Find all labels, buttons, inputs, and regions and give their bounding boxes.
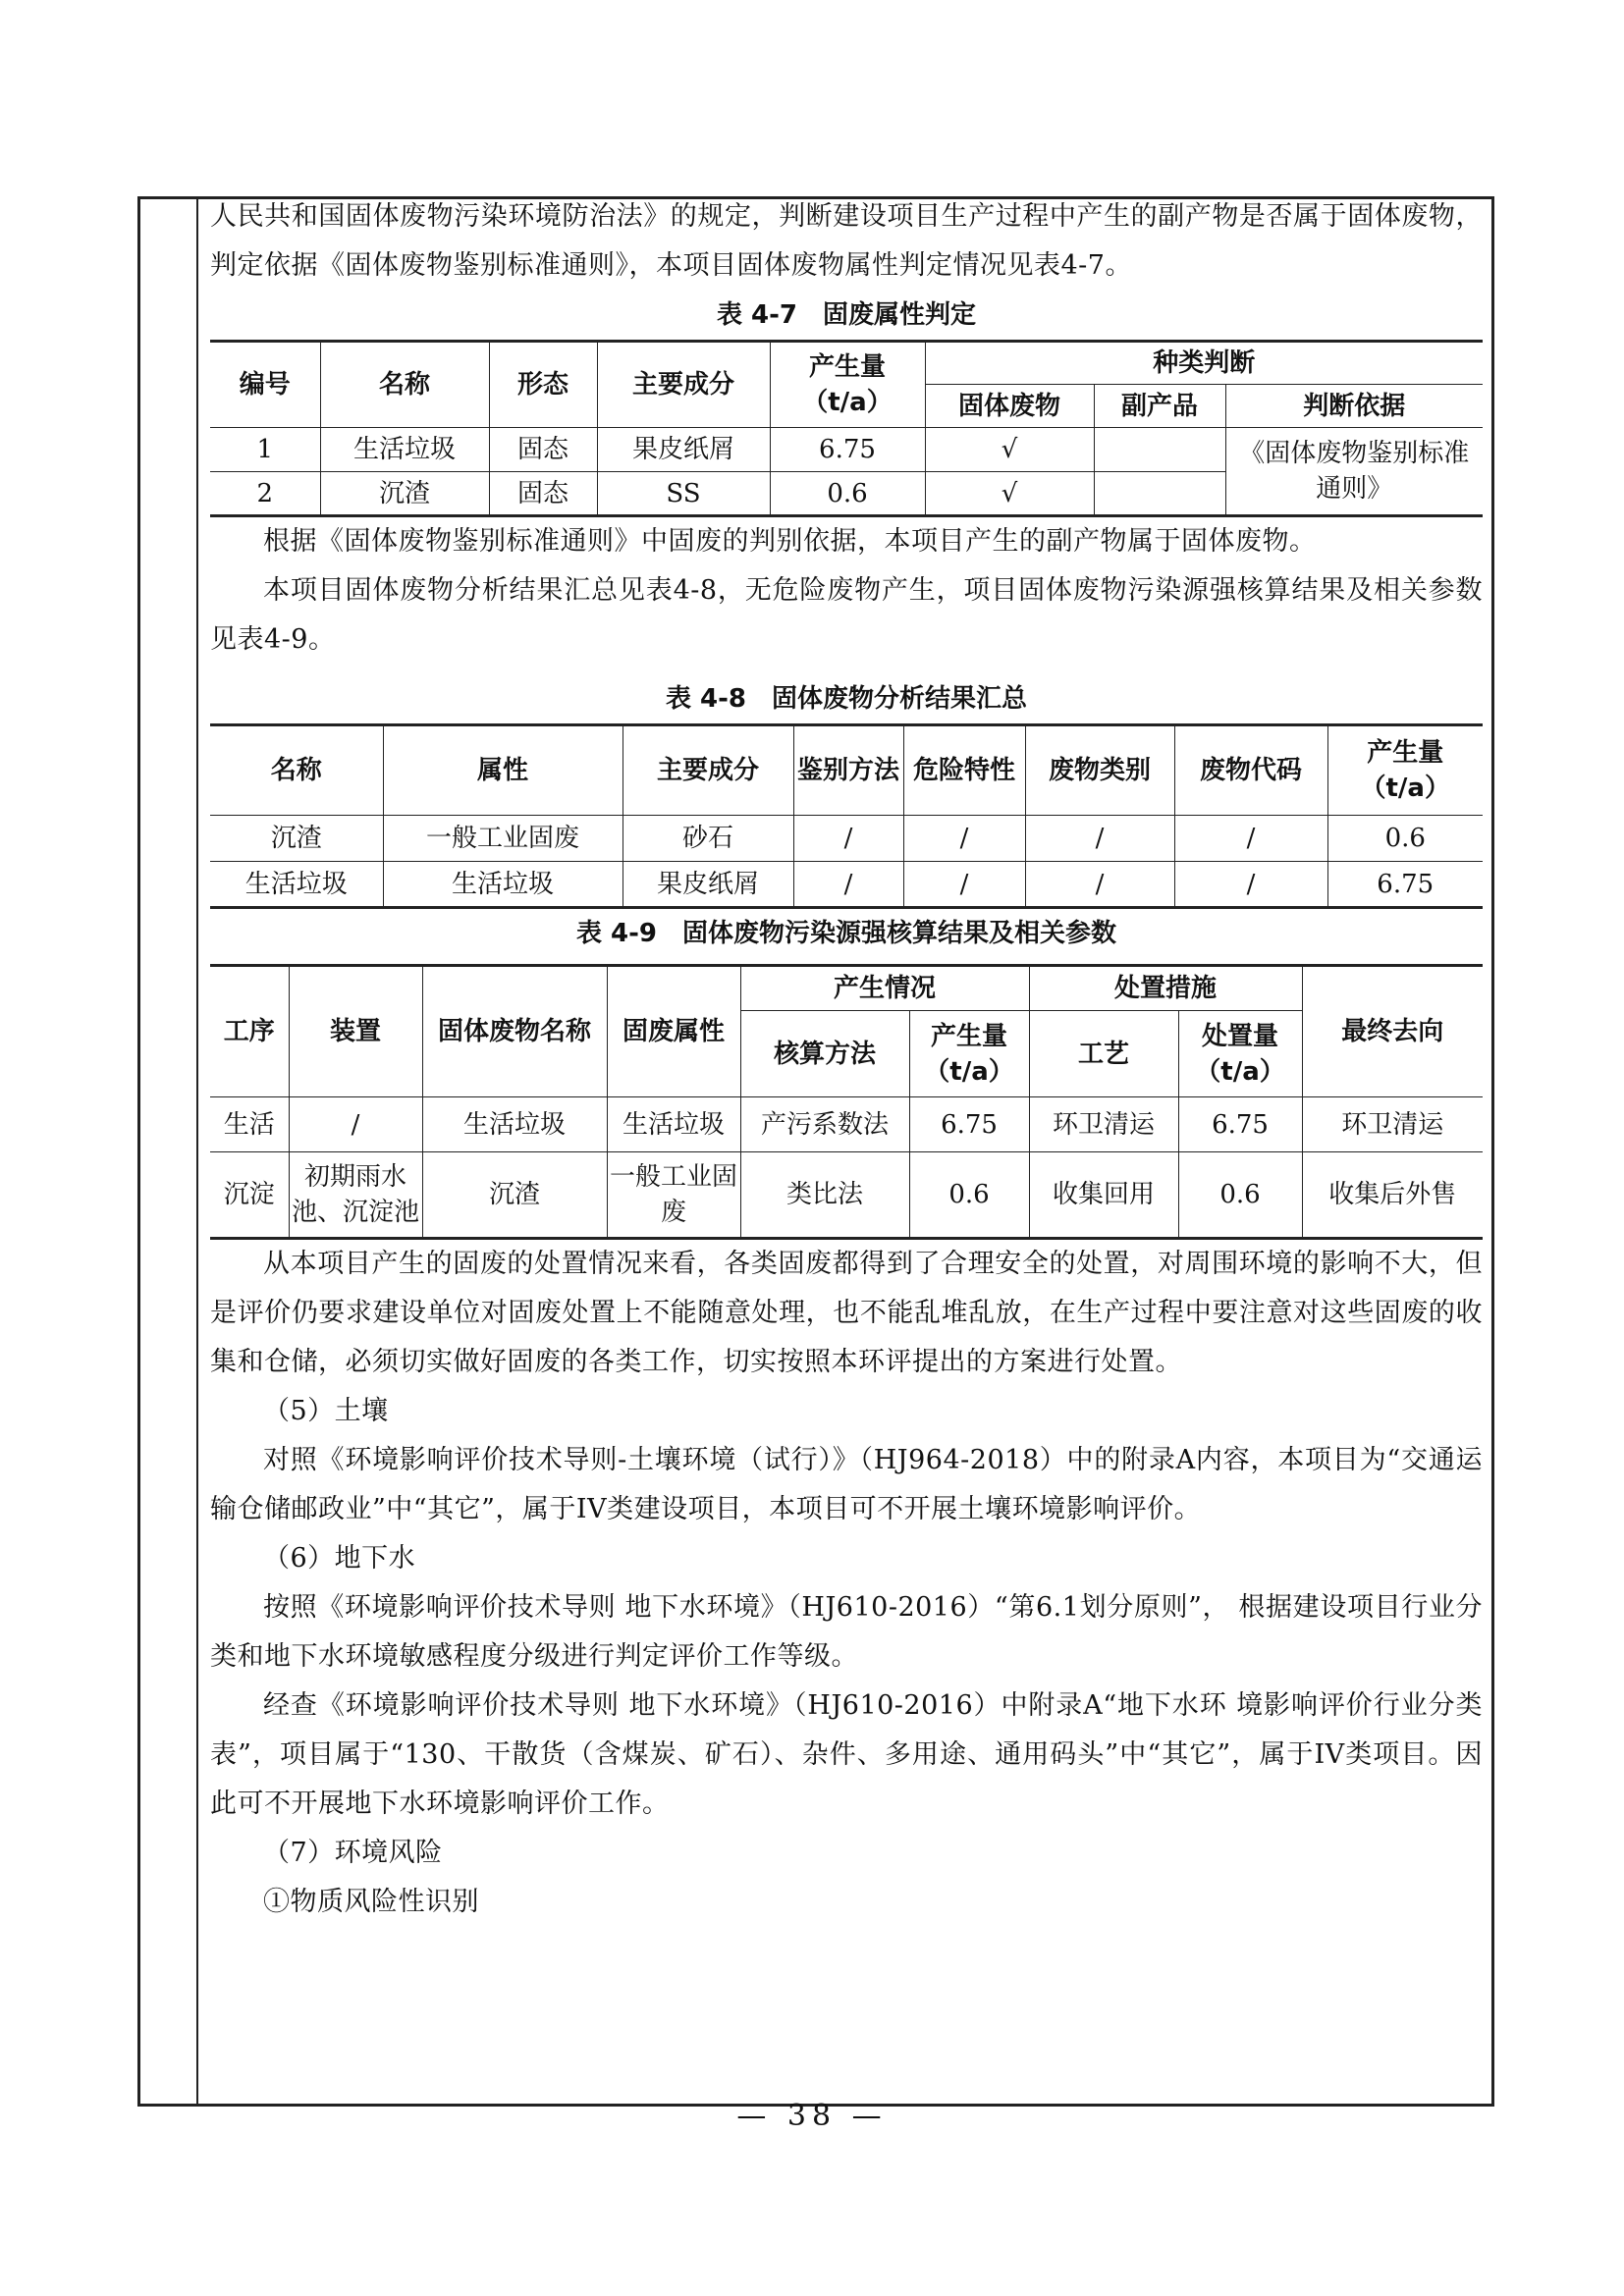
col-header-calc-method: 核算方法 xyxy=(740,1011,909,1097)
disp-qty-label: 处置量 xyxy=(1202,1021,1279,1051)
cell-composition: 果皮纸屑 xyxy=(597,428,770,472)
col-header-destination: 最终去向 xyxy=(1302,966,1483,1097)
cell-solid-waste: √ xyxy=(925,472,1094,516)
cell-destination: 环卫清运 xyxy=(1302,1097,1483,1152)
cell-name: 生活垃圾 xyxy=(320,428,489,472)
document-content xyxy=(210,192,1483,1927)
table-row xyxy=(210,1097,1483,1152)
cell-method: / xyxy=(793,816,903,862)
cell-basis: 《固体废物鉴别标准通则》 xyxy=(1225,428,1483,516)
table-row xyxy=(210,1152,1483,1239)
col-header-attribute: 固废属性 xyxy=(607,966,740,1097)
col-header-solid-waste: 固体废物 xyxy=(925,385,1094,428)
paragraph-disposal: 从本项目产生的固废的处置情况来看，各类固废都得到了合理安全的处置，对周围环境的影响不大，但是评价仍要求建设单位对固废处置上不能随意处理，也不能乱堆乱放，在生产过程中要注意对这些固废的收集和仓储，必须切实做好固废的各类工作，切实按照本环评提出的方案进行处置。 xyxy=(210,1249,1483,1377)
disp-qty-unit: （t/a） xyxy=(1195,1056,1285,1087)
cell-process: 沉淀 xyxy=(210,1152,289,1239)
cell-quantity: 0.6 xyxy=(770,472,925,516)
qty-unit: （t/a） xyxy=(924,1056,1014,1087)
table-4-7-caption: 表 4-7 固废属性判定 xyxy=(716,300,977,330)
cell-attribute: 一般工业固废 xyxy=(607,1152,740,1239)
cell-device: 初期雨水池、沉淀池 xyxy=(289,1152,422,1239)
table-4-8 xyxy=(210,723,1483,909)
col-header-process: 工序 xyxy=(210,966,289,1097)
col-header-name: 名称 xyxy=(210,725,383,816)
col-header-quantity xyxy=(909,1011,1029,1097)
cell-code: / xyxy=(1174,862,1327,908)
cell-calc-method: 类比法 xyxy=(740,1152,909,1239)
table-4-9-caption: 表 4-9 固体废物污染源强核算结果及相关参数 xyxy=(575,919,1117,948)
col-header-basis: 判断依据 xyxy=(1225,385,1483,428)
paragraph-soil: 对照《环境影响评价技术导则-土壤环境（试行）》（HJ964-2018）中的附录A内容，本项目为“交通运输仓储邮政业”中“其它”，属于IV类建设项目，本项目可不开展土壤环境影响评价。 xyxy=(210,1445,1483,1524)
section-heading-groundwater: （6）地下水 xyxy=(263,1543,416,1574)
cell-quantity: 6.75 xyxy=(770,428,925,472)
col-header-waste-name: 固体废物名称 xyxy=(422,966,607,1097)
col-header-disposal-quantity xyxy=(1178,1011,1302,1097)
table-4-7 xyxy=(210,340,1483,517)
qty-unit: （t/a） xyxy=(802,388,893,417)
cell-destination: 收集后外售 xyxy=(1302,1152,1483,1239)
cell-waste-name: 沉渣 xyxy=(422,1152,607,1239)
table-4-9 xyxy=(210,964,1483,1240)
left-margin-rule xyxy=(196,196,198,2107)
cell-form: 固态 xyxy=(489,472,597,516)
col-header-composition: 主要成分 xyxy=(623,725,793,816)
qty-label: 产生量 xyxy=(1367,738,1444,768)
col-header-method: 鉴别方法 xyxy=(793,725,903,816)
cell-craft: 环卫清运 xyxy=(1029,1097,1178,1152)
cell-method: / xyxy=(793,862,903,908)
cell-composition: 砂石 xyxy=(623,816,793,862)
qty-unit: （t/a） xyxy=(1360,774,1450,803)
cell-name: 沉渣 xyxy=(210,816,383,862)
col-header-no: 编号 xyxy=(210,342,320,428)
col-header-disposal: 处置措施 xyxy=(1029,966,1302,1011)
paragraph-intro: 人民共和国固体废物污染环境防治法》的规定，判断建设项目生产过程中产生的副产物是否属于固体废物，判定依据《固体废物鉴别标准通则》，本项目固体废物属性判定情况见表4-7。 xyxy=(210,201,1483,281)
cell-calc-method: 产污系数法 xyxy=(740,1097,909,1152)
cell-device: / xyxy=(289,1097,422,1152)
paragraph-judgement: 根据《固体废物鉴别标准通则》中固废的判别依据，本项目产生的副产物属于固体废物。 xyxy=(263,526,1317,557)
col-header-form: 形态 xyxy=(489,342,597,428)
cell-by-product xyxy=(1094,428,1225,472)
section-heading-soil: （5）土壤 xyxy=(263,1396,389,1426)
page-number: — 38 — xyxy=(736,2099,888,2133)
cell-disposal-quantity: 6.75 xyxy=(1178,1097,1302,1152)
cell-quantity: 6.75 xyxy=(909,1097,1029,1152)
cell-name: 生活垃圾 xyxy=(210,862,383,908)
cell-attribute: 一般工业固废 xyxy=(383,816,623,862)
col-header-quantity xyxy=(770,342,925,428)
table-row xyxy=(210,816,1483,862)
cell-solid-waste: √ xyxy=(925,428,1094,472)
paragraph-groundwater-2: 经查《环境影响评价技术导则 地下水环境》（HJ610-2016）中附录A“地下水环 境影响评价行业分类表”，项目属于“130、干散货（含煤炭、矿石）、杂件、多用途、通用码头”中“其它”，属于IV类项目。因此可不开展地下水环境影响评价工作。 xyxy=(210,1690,1483,1819)
section-heading-risk: （7）环境风险 xyxy=(263,1838,443,1868)
cell-no: 1 xyxy=(210,428,320,472)
cell-craft: 收集回用 xyxy=(1029,1152,1178,1239)
col-header-name: 名称 xyxy=(320,342,489,428)
cell-by-product xyxy=(1094,472,1225,516)
cell-name: 沉渣 xyxy=(320,472,489,516)
table-row xyxy=(210,428,1483,472)
cell-quantity: 0.6 xyxy=(1327,816,1483,862)
col-header-attribute: 属性 xyxy=(383,725,623,816)
paragraph-summary-intro: 本项目固体废物分析结果汇总见表4-8，无危险废物产生，项目固体废物污染源强核算结果及相关参数见表4-9。 xyxy=(210,575,1483,655)
cell-no: 2 xyxy=(210,472,320,516)
col-header-code: 废物代码 xyxy=(1174,725,1327,816)
cell-attribute: 生活垃圾 xyxy=(383,862,623,908)
qty-label: 产生量 xyxy=(808,352,886,382)
cell-composition: SS xyxy=(597,472,770,516)
col-header-hazard: 危险特性 xyxy=(903,725,1025,816)
cell-quantity: 6.75 xyxy=(1327,862,1483,908)
subsection-heading-material-risk: ①物质风险性识别 xyxy=(263,1887,479,1917)
cell-hazard: / xyxy=(903,816,1025,862)
col-header-by-product: 副产品 xyxy=(1094,385,1225,428)
qty-label: 产生量 xyxy=(931,1021,1008,1051)
cell-attribute: 生活垃圾 xyxy=(607,1097,740,1152)
cell-form: 固态 xyxy=(489,428,597,472)
cell-hazard: / xyxy=(903,862,1025,908)
cell-category: / xyxy=(1025,862,1174,908)
col-header-device: 装置 xyxy=(289,966,422,1097)
col-header-composition: 主要成分 xyxy=(597,342,770,428)
col-header-quantity xyxy=(1327,725,1483,816)
col-header-generation: 产生情况 xyxy=(740,966,1029,1011)
cell-category: / xyxy=(1025,816,1174,862)
col-header-craft: 工艺 xyxy=(1029,1011,1178,1097)
cell-waste-name: 生活垃圾 xyxy=(422,1097,607,1152)
cell-process: 生活 xyxy=(210,1097,289,1152)
cell-disposal-quantity: 0.6 xyxy=(1178,1152,1302,1239)
paragraph-groundwater-1: 按照《环境影响评价技术导则 地下水环境》（HJ610-2016）“第6.1划分原则”， 根据建设项目行业分类和地下水环境敏感程度分级进行判定评价工作等级。 xyxy=(210,1592,1483,1672)
table-row xyxy=(210,862,1483,908)
cell-composition: 果皮纸屑 xyxy=(623,862,793,908)
cell-quantity: 0.6 xyxy=(909,1152,1029,1239)
table-4-8-caption: 表 4-8 固体废物分析结果汇总 xyxy=(665,684,1028,714)
col-header-category: 废物类别 xyxy=(1025,725,1174,816)
cell-code: / xyxy=(1174,816,1327,862)
col-header-type-judgement: 种类判断 xyxy=(925,342,1483,385)
